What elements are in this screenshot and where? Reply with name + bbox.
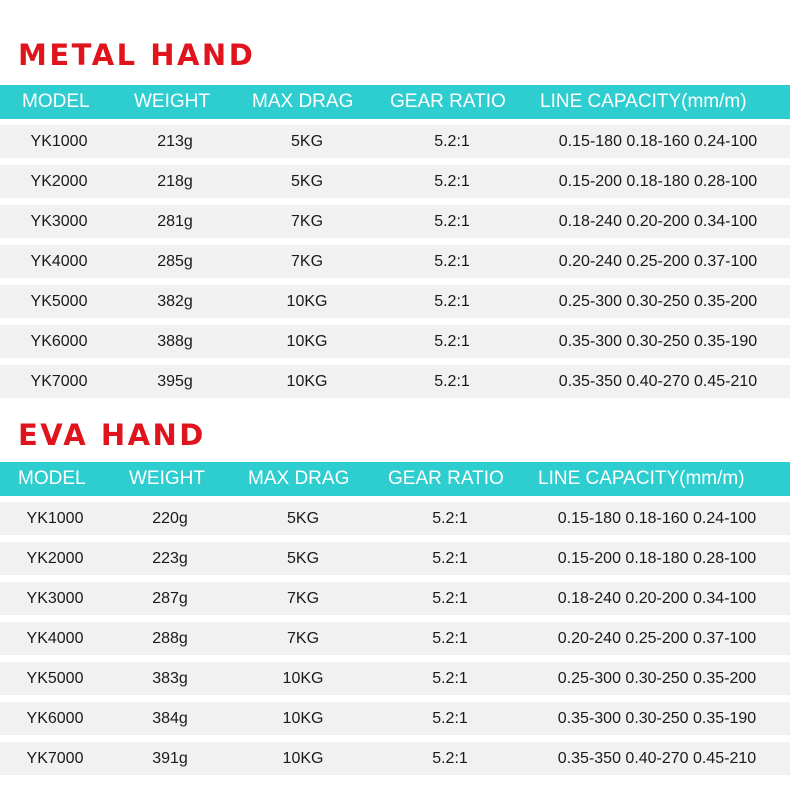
model-cell: YK7000: [30, 373, 88, 390]
weight-cell: 220g: [152, 510, 188, 527]
model-cell: YK5000: [26, 670, 84, 687]
gear-ratio-cell: 5.2:1: [432, 630, 468, 647]
max-drag-cell: 7KG: [286, 630, 320, 647]
gear-ratio-cell: 5.2:1: [432, 510, 468, 527]
eva-hand-table: [0, 462, 790, 782]
line-capacity-cell: 0.20-240 0.25-200 0.37-100: [557, 630, 757, 647]
table-header: [0, 85, 790, 119]
max-drag-cell: 7KG: [290, 213, 324, 230]
weight-cell: 285g: [157, 253, 193, 270]
table-row: [0, 582, 790, 615]
line-capacity-cell: 0.15-200 0.18-180 0.28-100: [557, 550, 757, 567]
table-row: [0, 245, 790, 278]
table-row: [0, 542, 790, 575]
max-drag-cell: 5KG: [290, 133, 324, 150]
header-model: MODEL: [18, 468, 86, 489]
weight-cell: 384g: [152, 710, 188, 727]
max-drag-cell: 10KG: [282, 710, 324, 727]
table-row: [0, 365, 790, 398]
table-body: [0, 496, 790, 775]
table-row: [0, 325, 790, 358]
gear-ratio-cell: 5.2:1: [434, 293, 470, 310]
table-row: [0, 662, 790, 695]
max-drag-cell: 10KG: [286, 293, 328, 310]
header-weight: WEIGHT: [134, 91, 210, 112]
line-capacity-cell: 0.20-240 0.25-200 0.37-100: [558, 253, 758, 270]
model-cell: YK1000: [26, 510, 84, 527]
header-weight: WEIGHT: [129, 468, 205, 489]
line-capacity-cell: 0.18-240 0.20-200 0.34-100: [557, 590, 757, 607]
model-cell: YK2000: [30, 173, 88, 190]
max-drag-cell: 7KG: [290, 253, 324, 270]
gear-ratio-cell: 5.2:1: [432, 590, 468, 607]
weight-cell: 391g: [152, 750, 188, 767]
metal-hand-table: [0, 85, 790, 405]
gear-ratio-cell: 5.2:1: [434, 133, 470, 150]
table-row: [0, 285, 790, 318]
line-capacity-cell: 0.15-200 0.18-180 0.28-100: [558, 173, 758, 190]
line-capacity-cell: 0.15-180 0.18-160 0.24-100: [558, 133, 758, 150]
max-drag-cell: 5KG: [286, 550, 320, 567]
table-row: [0, 702, 790, 735]
weight-cell: 288g: [152, 630, 188, 647]
line-capacity-cell: 0.35-300 0.30-250 0.35-190: [558, 333, 758, 350]
gear-ratio-cell: 5.2:1: [432, 710, 468, 727]
table-row: [0, 622, 790, 655]
gear-ratio-cell: 5.2:1: [434, 173, 470, 190]
table-row: [0, 205, 790, 238]
weight-cell: 218g: [157, 173, 193, 190]
header-gear-ratio: GEAR RATIO: [390, 91, 506, 112]
weight-cell: 223g: [152, 550, 188, 567]
model-cell: YK2000: [26, 550, 84, 567]
header-gear-ratio: GEAR RATIO: [388, 468, 504, 489]
header-line-capacity: LINE CAPACITY(mm/m): [540, 91, 747, 112]
table-body: [0, 119, 790, 398]
weight-cell: 213g: [157, 133, 193, 150]
table-header: [0, 462, 790, 496]
line-capacity-cell: 0.35-300 0.30-250 0.35-190: [557, 710, 757, 727]
max-drag-cell: 10KG: [282, 670, 324, 687]
weight-cell: 383g: [152, 670, 188, 687]
gear-ratio-cell: 5.2:1: [434, 373, 470, 390]
weight-cell: 287g: [152, 590, 188, 607]
weight-cell: 388g: [157, 333, 193, 350]
header-max-drag: MAX DRAG: [248, 468, 350, 489]
model-cell: YK1000: [30, 133, 88, 150]
line-capacity-cell: 0.25-300 0.30-250 0.35-200: [558, 293, 758, 310]
header-model: MODEL: [22, 91, 90, 112]
weight-cell: 395g: [157, 373, 193, 390]
gear-ratio-cell: 5.2:1: [434, 253, 470, 270]
model-cell: YK5000: [30, 293, 88, 310]
weight-cell: 281g: [157, 213, 193, 230]
weight-cell: 382g: [157, 293, 193, 310]
table-row: [0, 742, 790, 775]
gear-ratio-cell: 5.2:1: [432, 550, 468, 567]
line-capacity-cell: 0.35-350 0.40-270 0.45-210: [558, 373, 758, 390]
model-cell: YK3000: [30, 213, 88, 230]
max-drag-cell: 10KG: [286, 373, 328, 390]
model-cell: YK6000: [26, 710, 84, 727]
max-drag-cell: 10KG: [286, 333, 328, 350]
model-cell: YK7000: [26, 750, 84, 767]
gear-ratio-cell: 5.2:1: [434, 213, 470, 230]
model-cell: YK4000: [30, 253, 88, 270]
max-drag-cell: 7KG: [286, 590, 320, 607]
model-cell: YK4000: [26, 630, 84, 647]
table-row: [0, 502, 790, 535]
metal-hand-title: METAL HAND: [18, 38, 256, 72]
table-row: [0, 165, 790, 198]
line-capacity-cell: 0.35-350 0.40-270 0.45-210: [557, 750, 757, 767]
max-drag-cell: 10KG: [282, 750, 324, 767]
gear-ratio-cell: 5.2:1: [432, 750, 468, 767]
model-cell: YK6000: [30, 333, 88, 350]
gear-ratio-cell: 5.2:1: [432, 670, 468, 687]
max-drag-cell: 5KG: [286, 510, 320, 527]
gear-ratio-cell: 5.2:1: [434, 333, 470, 350]
header-line-capacity: LINE CAPACITY(mm/m): [538, 468, 745, 489]
line-capacity-cell: 0.15-180 0.18-160 0.24-100: [557, 510, 757, 527]
max-drag-cell: 5KG: [290, 173, 324, 190]
line-capacity-cell: 0.18-240 0.20-200 0.34-100: [558, 213, 758, 230]
header-max-drag: MAX DRAG: [252, 91, 354, 112]
table-row: [0, 125, 790, 158]
line-capacity-cell: 0.25-300 0.30-250 0.35-200: [557, 670, 757, 687]
eva-hand-title: EVA HAND: [18, 418, 206, 452]
model-cell: YK3000: [26, 590, 84, 607]
